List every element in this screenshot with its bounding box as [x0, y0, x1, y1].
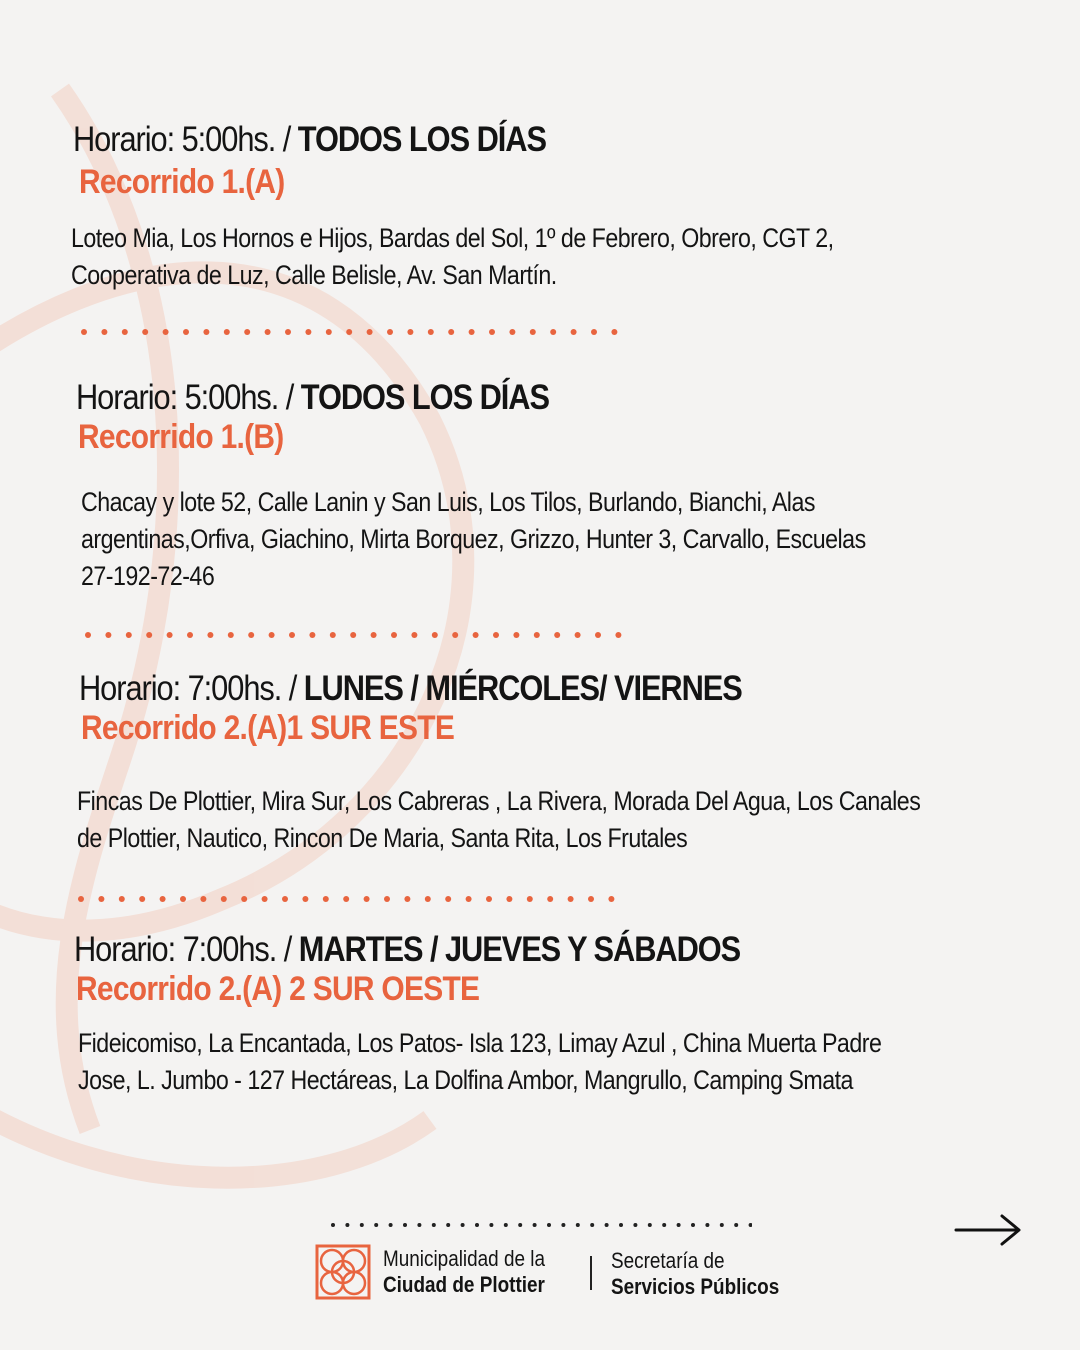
divider-dot	[262, 896, 268, 902]
divider-dot	[387, 329, 393, 335]
route-line: argentinas,Orfiva, Giachino, Mirta Borquez, Grizzo, Hunter 3, Carvallo, Escuelas	[81, 524, 866, 554]
divider-dot	[285, 329, 291, 335]
divider-dot	[139, 896, 145, 902]
secretaria-line-2: Servicios Públicos	[611, 1274, 780, 1299]
divider-dot	[364, 896, 370, 902]
days-label: LUNES / MIÉRCOLES/ VIERNES	[303, 669, 742, 708]
divider-dot	[506, 896, 512, 902]
route-line: Fideicomiso, La Encantada, Los Patos- Isla 123, Limay Azul , China Muerta Padre	[78, 1028, 882, 1058]
divider-dot	[575, 632, 581, 638]
municipality-line-2: Ciudad de Plottier	[383, 1272, 545, 1297]
divider-dot	[391, 632, 397, 638]
route-line: Cooperativa de Luz, Calle Belisle, Av. San Martín.	[71, 260, 557, 290]
schedule-section-2	[76, 378, 613, 457]
route-line: Loteo Mia, Los Hornos e Hijos, Bardas del Sol, 1º de Febrero, Obrero, CGT 2,	[71, 223, 834, 253]
route-description-1	[71, 220, 958, 294]
divider-dot	[648, 1223, 652, 1227]
divider-dot	[466, 896, 472, 902]
divider-dot	[183, 329, 189, 335]
divider-dot	[547, 1223, 551, 1227]
route-line: Chacay y lote 52, Calle Lanin y San Luis, Los Tilos, Burlando, Bianchi, Alas	[81, 487, 815, 517]
divider-dot	[371, 632, 377, 638]
divider-dot	[611, 329, 617, 335]
divider-dot	[289, 632, 295, 638]
divider-dot	[576, 1223, 580, 1227]
divider-dot	[475, 1223, 479, 1227]
divider-dot	[432, 1223, 436, 1227]
route-line: Jose, L. Jumbo - 127 Hectáreas, La Dolfina Ambor, Mangrullo, Camping Smata	[78, 1065, 853, 1095]
divider-dot	[367, 329, 373, 335]
divider-dot	[568, 896, 574, 902]
divider-dot	[200, 896, 206, 902]
divider-dot	[432, 632, 438, 638]
footer-separator	[590, 1256, 592, 1290]
divider-dot	[85, 632, 91, 638]
divider-dot	[554, 632, 560, 638]
schedule-section-4	[74, 930, 831, 1009]
divider-dot	[98, 896, 104, 902]
divider-dot	[527, 896, 533, 902]
horario-heading: Horario: 5:00hs. / TODOS LOS DÍAS	[73, 120, 546, 159]
divider-dot	[417, 1223, 421, 1227]
divider-dot	[404, 896, 410, 902]
divider-dot	[677, 1223, 681, 1227]
divider-dot	[180, 896, 186, 902]
divider-dot	[561, 1223, 565, 1227]
divider-dot	[504, 1223, 508, 1227]
divider-dot	[331, 1223, 335, 1227]
divider-dot	[323, 896, 329, 902]
divider-dot	[346, 329, 352, 335]
recorrido-title: Recorrido 1.(A)	[79, 163, 285, 201]
footer-divider-dots	[331, 1223, 752, 1227]
divider-dot	[691, 1223, 695, 1227]
divider-dot	[221, 896, 227, 902]
route-description-3	[77, 783, 1058, 857]
horario-heading: Horario: 7:00hs. / MARTES / JUEVES Y SÁBADOS	[74, 930, 741, 969]
secretaria-name	[611, 1248, 779, 1300]
divider-dot	[345, 1223, 349, 1227]
divider-dot	[571, 329, 577, 335]
recorrido-title: Recorrido 1.(B)	[78, 418, 284, 456]
divider-dot	[608, 896, 614, 902]
divider-dot	[473, 632, 479, 638]
divider-dot	[489, 1223, 493, 1227]
schedule-section-3	[79, 669, 832, 748]
divider-dot	[167, 632, 173, 638]
divider-dot	[207, 632, 213, 638]
divider-dot	[374, 1223, 378, 1227]
divider-dot	[591, 329, 597, 335]
route-description-2	[81, 484, 993, 595]
days-label: TODOS LOS DÍAS	[297, 120, 546, 159]
divider-dot	[595, 632, 601, 638]
secretaria-line-1: Secretaría de	[611, 1248, 725, 1273]
divider-dot	[590, 1223, 594, 1227]
divider-dot	[425, 896, 431, 902]
divider-dot	[384, 896, 390, 902]
arrow-right-icon[interactable]	[952, 1212, 1024, 1248]
divider-dot	[305, 329, 311, 335]
divider-dot	[146, 632, 152, 638]
recorrido-title: Recorrido 2.(A) 2 SUR OESTE	[76, 970, 480, 1008]
divider-dot	[265, 329, 271, 335]
horario-heading: Horario: 5:00hs. / TODOS LOS DÍAS	[76, 378, 549, 417]
divider-dot	[619, 1223, 623, 1227]
divider-dot	[705, 1223, 709, 1227]
route-line: 27-192-72-46	[81, 561, 215, 591]
municipality-line-1: Municipalidad de la	[383, 1246, 545, 1271]
dotted-divider	[80, 328, 640, 336]
divider-dot	[343, 896, 349, 902]
divider-dots	[78, 896, 614, 902]
divider-dot	[446, 1223, 450, 1227]
divider-dot	[187, 632, 193, 638]
divider-dot	[81, 329, 87, 335]
divider-dot	[452, 632, 458, 638]
route-description-4	[78, 1025, 1012, 1099]
divider-dot	[203, 329, 209, 335]
divider-dot	[720, 1223, 724, 1227]
divider-dot	[518, 1223, 522, 1227]
divider-dot	[445, 896, 451, 902]
divider-dot	[360, 1223, 364, 1227]
divider-dot	[493, 632, 499, 638]
route-line: Fincas De Plottier, Mira Sur, Los Cabreras , La Rivera, Morada Del Agua, Los Canales	[77, 786, 921, 816]
divider-dot	[105, 632, 111, 638]
divider-dot	[228, 632, 234, 638]
divider-dot	[248, 632, 254, 638]
divider-dot	[269, 632, 275, 638]
divider-dot	[530, 329, 536, 335]
divider-dot	[411, 632, 417, 638]
divider-dot	[403, 1223, 407, 1227]
dotted-divider	[77, 895, 637, 903]
days-label: MARTES / JUEVES Y SÁBADOS	[298, 930, 741, 969]
divider-dot	[533, 1223, 537, 1227]
divider-dot	[513, 632, 519, 638]
footer-dotted-divider	[330, 1222, 752, 1228]
divider-dot	[489, 329, 495, 335]
divider-dot	[241, 896, 247, 902]
recorrido-title: Recorrido 2.(A)1 SUR ESTE	[81, 709, 455, 747]
divider-dot	[588, 896, 594, 902]
divider-dot	[547, 896, 553, 902]
divider-dot	[486, 896, 492, 902]
divider-dot	[163, 329, 169, 335]
divider-dot	[78, 896, 84, 902]
divider-dot	[126, 632, 132, 638]
divider-dot	[633, 1223, 637, 1227]
divider-dot	[615, 632, 621, 638]
divider-dots	[85, 632, 621, 638]
divider-dot	[428, 329, 434, 335]
divider-dot	[101, 329, 107, 335]
divider-dot	[550, 329, 556, 335]
divider-dot	[407, 329, 413, 335]
dotted-divider	[84, 631, 644, 639]
divider-dot	[734, 1223, 738, 1227]
divider-dot	[330, 632, 336, 638]
divider-dot	[662, 1223, 666, 1227]
divider-dots	[81, 329, 617, 335]
days-label: TODOS LOS DÍAS	[300, 378, 549, 417]
schedule-section-1	[73, 120, 610, 202]
divider-dot	[461, 1223, 465, 1227]
divider-dot	[302, 896, 308, 902]
divider-dot	[119, 896, 125, 902]
divider-dot	[326, 329, 332, 335]
divider-dot	[244, 329, 250, 335]
divider-dot	[448, 329, 454, 335]
divider-dot	[282, 896, 288, 902]
divider-dot	[509, 329, 515, 335]
plottier-logo-icon	[315, 1244, 371, 1300]
divider-dot	[749, 1223, 752, 1227]
divider-dot	[469, 329, 475, 335]
route-line: de Plottier, Nautico, Rincon De Maria, Santa Rita, Los Frutales	[77, 823, 688, 853]
divider-dot	[160, 896, 166, 902]
divider-dot	[309, 632, 315, 638]
divider-dot	[389, 1223, 393, 1227]
divider-dot	[142, 329, 148, 335]
divider-dot	[122, 329, 128, 335]
municipality-name	[383, 1246, 545, 1298]
divider-dot	[534, 632, 540, 638]
divider-dot	[605, 1223, 609, 1227]
horario-heading: Horario: 7:00hs. / LUNES / MIÉRCOLES/ VIERNES	[79, 669, 742, 708]
divider-dot	[224, 329, 230, 335]
divider-dot	[350, 632, 356, 638]
